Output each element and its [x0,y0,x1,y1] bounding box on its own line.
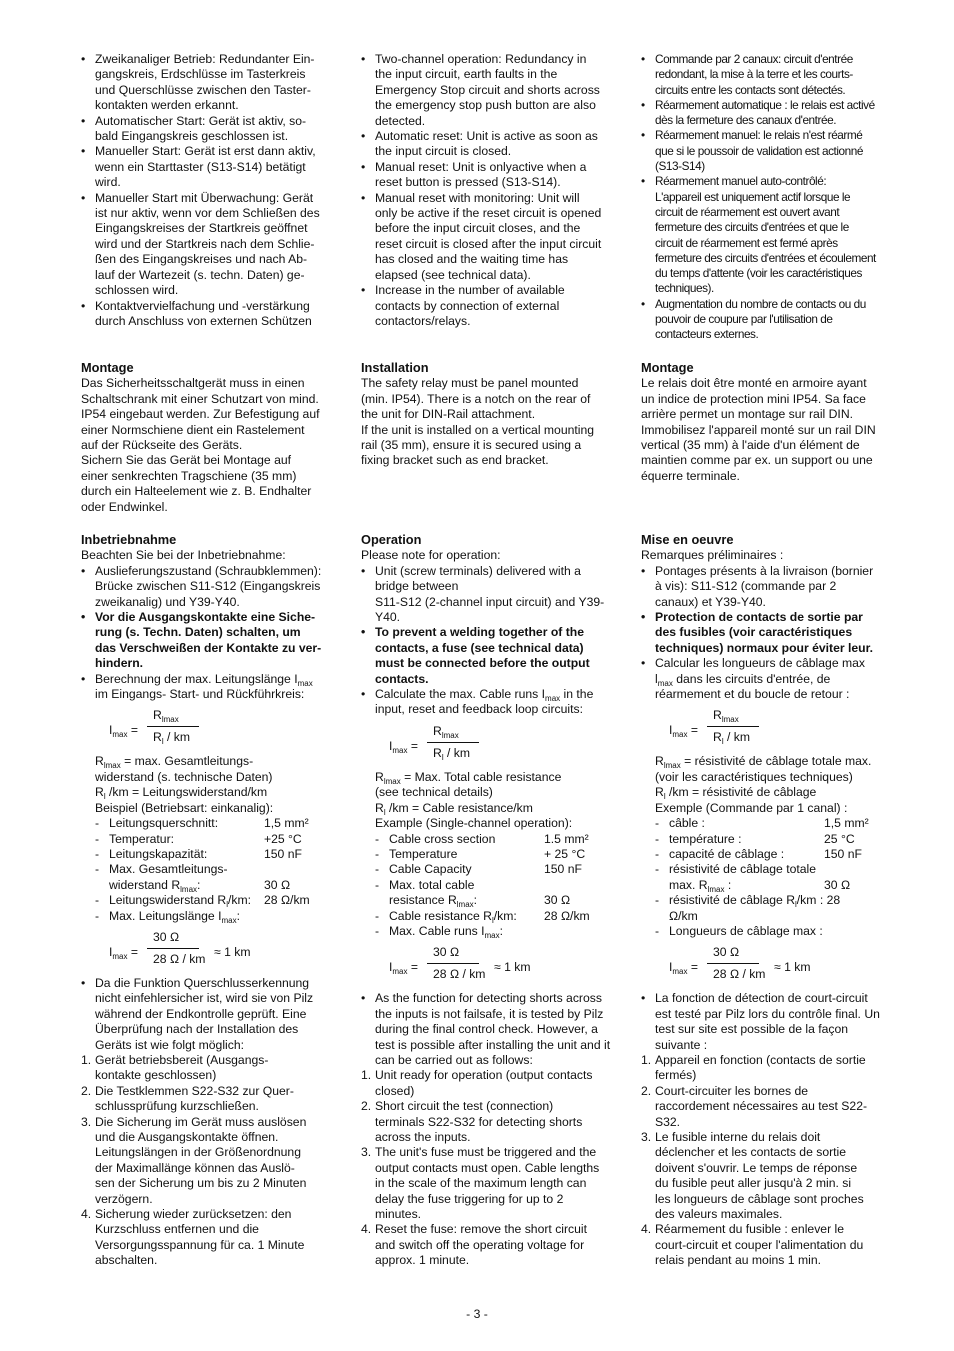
table-row: - Max. Leitungslänge $I_{max}$: [95,908,240,925]
en-formula-2: $I_{max}$ = 30 Ω 28 Ω / km ≈ 1 km [389,945,531,982]
fr-montage-text: Le relais doit être monté en armoire ayant un indice de protection mini IP54. Sa face arrière permet un montage sur rail DIN. Immobilisez l'appareil monté sur un rail DIN vertical (35 mm) à l'aide d'un élément de maintien comme par ex. un support ou une équerre terminale. [641,376,876,483]
list-item: • Automatic reset: Unit is active as soon as the input circuit is closed. [361,129,623,160]
de-example-title: Beispiel (Betriebsart: einkanalig): [95,800,274,815]
fr-test-steps [641,1053,903,1269]
fr-formula-2: $I_{max}$ = 30 Ω 28 Ω / km ≈ 1 km [669,945,811,982]
list-item: • Augmentation du nombre de contacts ou du pouvoir de coupure par l'utilisation de contacteurs externes. [641,297,903,343]
table-row: - Max. Gesamtleitungs- [95,862,228,877]
list-item: • Calcular les longueurs de câblage max $l_{max}$ dans les circuits d'entrée, de réarmement et du boucle de retour : [641,656,903,702]
table-row: resistance $R_{lmax}$: 30 Ω [389,893,571,910]
fr-test-bullet [641,991,903,1053]
en-formula-1: $I_{max}$ = $R_{lmax}$ $R_l$ / km [361,722,623,768]
table-row: - Cable Capacity 150 nF [375,862,582,877]
list-item: • Réarmement manuel: le relais n'est réarmé que si le poussoir de validation est actionné (S13-S14) [641,128,903,174]
table-row: - Temperature + 25 °C [375,846,586,861]
list-item: • Auslieferungszustand (Schraubklemmen): Brücke zwischen S11-S12 (Eingangskreis zweikanalig) und Y39-Y40. [81,564,343,610]
fr-montage-heading: Montage [641,360,694,375]
de-operation-intro: Beachten Sie bei der Inbetriebnahme: [81,548,286,563]
fr-feature-list [641,52,903,343]
list-item: • Unit (screw terminals) delivered with a bridge between S11-S12 (2-channel input circuit) and Y39- Y40. [361,564,623,626]
page-number: - 3 - [466,1307,488,1321]
en-test-bullet [361,991,623,1068]
table-row: - Leitungswiderstand $R_l/km$: 28 Ω/km [95,893,310,910]
list-item: • Pontages présents à la livraison (bornier à vis): S11-S12 (commande par 2 canaux) et Y39-Y40. [641,564,903,610]
list-item: • Manueller Start: Gerät ist erst dann aktiv, wenn ein Starttaster (S13-S14) betätigt wird. [81,144,343,190]
table-row: - Longueurs de câblage max : [655,923,823,938]
de-feature-list [81,52,343,329]
table-row: - Temperatur: +25 °C [95,831,302,846]
list-item: • To prevent a welding together of the contacts, a fuse (see technical data) must be connected before the output contacts. [361,625,623,687]
de-test-bullet [81,976,343,1053]
list-item: 2. Court-circuiter les bornes de raccordement nécessaires au test S22- S32. [641,1083,868,1129]
de-operation-bullets [81,564,343,703]
list-item: 2. Short circuit the test (connection) terminals S22-S32 for detecting shorts across the inputs. [361,1099,583,1144]
en-test-steps [361,1068,623,1268]
fr-formula-1: $I_{max}$ = $R_{lmax}$ $R_l$ / km [641,706,903,752]
list-item: • Vor die Ausgangskontakte eine Siche- rung (s. Techn. Daten) schalten, um das Verschweißen der Kontakte zu ver- hindern. [81,610,343,672]
list-item: • Kontaktvervielfachung und -verstärkung durch Anschluss von externen Schützen [81,299,343,330]
en-operation-heading: Operation [361,532,422,547]
list-item: 2. Die Testklemmen S22-S32 zur Quer- schlussprüfung kurzschließen. [81,1083,294,1114]
en-installation-heading: Installation [361,360,429,375]
fr-example-table [655,816,869,939]
de-definitions: $R_{lmax} = \max$. Gesamtleitungs- widerstand (s. technische Daten) $R_l$ /km = Leitungswiderstand/km [95,754,273,802]
table-row: - résistivité de câblage totale [655,862,817,877]
list-item: • Da die Funktion Querschlusserkennung nicht einfehlersicher ist, wird sie von Pilz während der Endkontrolle geprüft. Eine Überprüfung nach der Installation des Geräts ist wie folgt möglich: [81,976,343,1053]
fr-operation-heading: Mise en oeuvre [641,532,734,547]
en-installation-text: The safety relay must be panel mounted (min. IP54). There is a notch on the rear of the unit for DIN-Rail attachment. If the unit is installed on a vertical mounting rail (35 mm), ensure it is secured using a fixing bracket such as end bracket. [361,376,595,468]
de-formula-1: $I_{max}$ = $R_{lmax}$ $R_l$ / km [81,706,343,752]
table-row: - température : 25 °C [655,831,855,846]
fr-bullets [641,52,903,343]
table-row: - Max. Cable runs $I_{max}$: [375,923,504,940]
table-row: - Cable resistance $R_l/km$: 28 Ω/km [375,908,590,925]
list-item: • Réarmement manuel auto-contrôlé: L'appareil est uniquement actif lorsque le circuit de réarmement est ouvert avant fermeture des circuits d'entrées et que le circuit de réarmement est fermé après fermeture des circuits d'entrées et écoulement du temps d'attente (voir les caractéristiques techniques). [641,174,903,296]
en-example-title: Example (Single-channel operation): [375,816,573,831]
list-item: 4. Réarmement du fusible : enlever le court-circuit et couper l'alimentation du relais pendant au moins 1 min. [641,1222,864,1268]
list-item: • Manueller Start mit Überwachung: Gerät ist nur aktiv, wenn vor dem Schließen des Eingangskreises der Startkreis geöffnet wird und der Startkreis nach dem Schlie- ßen des Eingangskreises und nach Ab- lauf der Wartezeit (s. techn. Daten) ge- schlossen wird. [81,191,343,299]
table-row: - capacité de câblage : 150 nF [655,846,862,861]
en-definitions: $R_{lmax}$ = Max. Total cable resistance (see technical details) $R_l$ /km = Cable resistance/km [375,769,562,817]
fr-operation-section [641,532,903,1269]
table-row: - câble : 1,5 mm² [655,816,869,831]
list-item: 3. The unit's fuse must be triggered and the output contacts must open. Cable lengths in the scale of the maximum length can delay the fuse triggering for up to 2 minutes. [361,1145,600,1222]
en-feature-list [361,52,623,329]
list-item: • Réarmement automatique : le relais est activé dès la fermeture des canaux d'entrée. [641,98,903,129]
en-operation-section [361,532,623,1269]
table-row: max. $R_{lmax}$ : 30 Ω [669,877,851,894]
de-bullets [81,52,343,329]
list-item: • Automatischer Start: Gerät ist aktiv, so- bald Eingangskreis geschlossen ist. [81,114,343,145]
table-row: - Leitungsquerschnitt: 1,5 mm² [95,816,309,831]
en-operation-bullets [361,564,623,718]
en-operation-intro: Please note for operation: [361,548,501,563]
list-item: 4. Reset the fuse: remove the short circuit and switch off the operating voltage for approx. 1 minute. [361,1222,588,1268]
list-item: • Calculate the max. Cable runs $I_{max}$ in the input, reset and feedback loop circuits: [361,687,623,718]
table-row: widerstand $R_{lmax}$: 30 Ω [109,877,291,894]
list-item: 1. Unit ready for operation (output contacts closed) [361,1068,593,1098]
de-operation-heading: Inbetriebnahme [81,532,177,547]
list-item: • La fonction de détection de court-circuit est testé par Pilz lors du contrôle final. Un test sur site est possible de la façon suivante : [641,991,903,1053]
de-example-table [95,816,310,924]
table-row: - Leitungskapazität: 150 nF [95,846,302,861]
list-item: 1. Gerät betriebsbereit (Ausgangs- kontakte geschlossen) [81,1052,269,1083]
list-item: 3. Die Sicherung im Gerät muss auslösen und die Ausgangskontakte öffnen. Leitungslängen in der Größenordnung der Maximallänge können das Auslö- sen der Sicherung um bis zu 2 Minuten verzögern. [81,1114,307,1206]
list-item: 4. Sicherung wieder zurücksetzen: den Kurzschluss entfernen und die Versorgungsspannung für ca. 1 Minute abschalten. [81,1207,305,1268]
list-item: • Berechnung der max. Leitungslänge $I_{max}$ im Eingangs- Start- und Rückführkreis: [81,672,343,703]
list-item: • Manual reset: Unit is onlyactive when a reset button is pressed (S13-S14). [361,160,623,191]
en-bullets [361,52,623,329]
list-item: • Protection de contacts de sortie par des fusibles (voir caractéristiques techniques) normaux pour éviter leur. [641,610,903,656]
de-montage-text: Das Sicherheitsschaltgerät muss in einen Schaltschrank mit einer Schutzart von mind. IP54 eingebaut werden. Zur Befestigung auf einer Normschiene dient ein Rastelement auf der Rückseite des Geräts. Sichern Sie das Gerät bei Montage auf einer senkrechten Tragschiene (35 mm) durch ein Halteelement wie z. B. Endhalter oder Endwinkel. [81,376,320,514]
en-example-table [375,832,590,940]
fr-montage-section [641,360,903,484]
list-item: • Increase in the number of available contacts by connection of external contactors/relays. [361,283,623,329]
list-item: • Two-channel operation: Redundancy in the input circuit, earth faults in the Emergency Stop circuit and shorts across the emergency stop push button are also detected. [361,52,623,129]
de-montage-heading: Montage [81,360,134,375]
fr-example-title: Exemple (Commande par 1 canal) : [655,800,848,815]
de-test-steps [81,1053,343,1269]
de-operation-section [81,532,343,1269]
fr-operation-bullets [641,564,903,703]
fr-operation-intro: Remarques préliminaires : [641,548,784,563]
table-row: - Cable cross section 1.5 mm² [375,831,589,846]
fr-definitions: $R_{lmax}$ = résistivité de câblage totale max. (voir les caractéristiques techniques) $R_l$ /km = résistivité de câblage [655,754,872,802]
de-formula-2: $I_{max}$ = 30 Ω 28 Ω / km ≈ 1 km [109,929,251,966]
list-item: 1. Appareil en fonction (contacts de sortie fermés) [641,1052,866,1083]
de-montage-section [81,360,343,515]
list-item: • As the function for detecting shorts across the inputs is not failsafe, it is tested by Pilz during the final control check. However, a test is possible after installing the unit and it can be carried out as follows: [361,991,623,1068]
table-row: - résistivité de câblage $R_l/km$ : 28 Ω/km [655,893,841,923]
table-row: - Max. total cable [375,877,475,892]
list-item: • Manual reset with monitoring: Unit will only be active if the reset circuit is opened before the input circuit closes, and the reset circuit is closed after the input circuit has closed and the waiting time has elapsed (see technical data). [361,191,623,283]
list-item: 3. Le fusible interne du relais doit déclencher et les contacts de sortie doivent s'ouvrir. Le temps de réponse du fusible peut aller jusqu'à 2 min. si les longueurs de câblage sont proches des valeurs maximales. [641,1130,864,1222]
list-item: • Commande par 2 canaux: circuit d'entrée redondant, la mise à la terre et les courts- circuits entre les contacts sont détectés. [641,52,903,98]
en-installation-section [361,360,623,469]
list-item: • Zweikanaliger Betrieb: Redundanter Ein- gangskreis, Erdschlüsse im Tasterkreis und Querschlüsse zwischen den Taster- kontakten werden erkannt. [81,52,343,114]
